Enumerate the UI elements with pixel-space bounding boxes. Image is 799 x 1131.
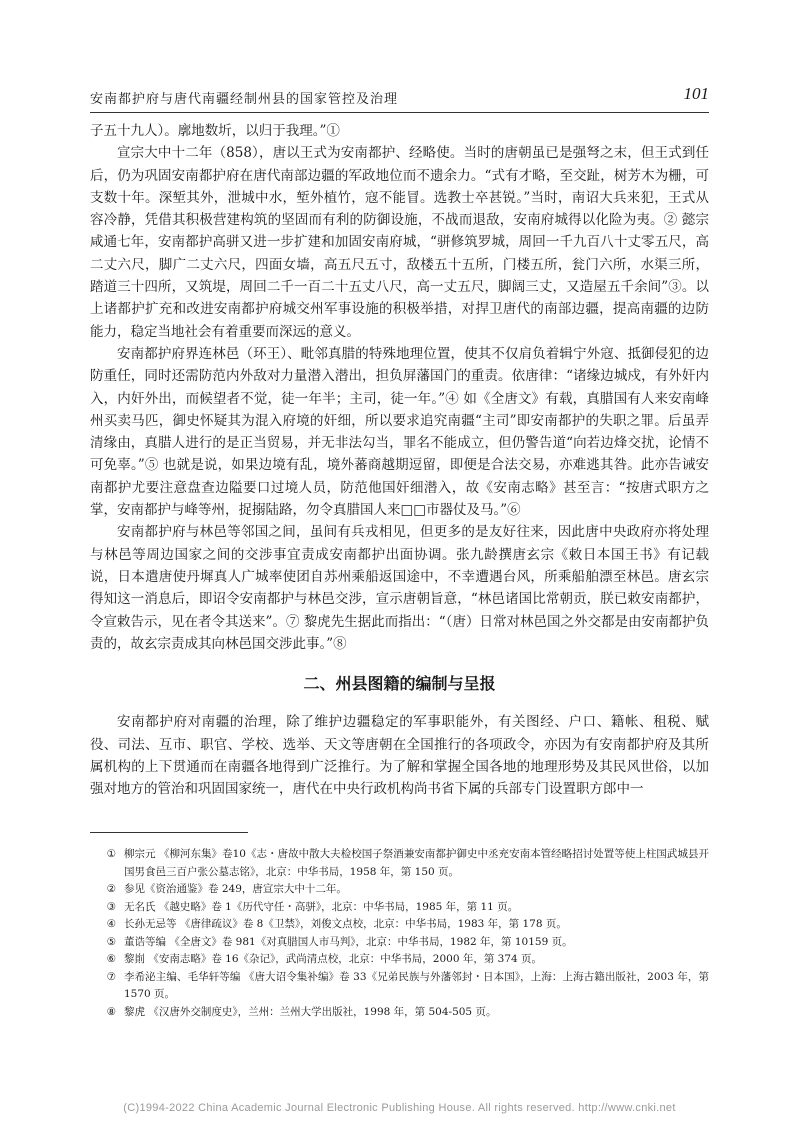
footnote-mark: ① [106,848,116,860]
footnote-text: 无名氏 《越史略》卷 1《历代守任・高骈》，北京：中华书局，1985 年，第 11 页。 [124,900,519,913]
footnote-text: 黎崱 《安南志略》卷 16《杂记》，武尚清点校，北京：中华书局，2000 年，第 374 页。 [124,953,543,965]
paragraph-3: 安南都护府界连林邑（环王）、毗邻真腊的特殊地理位置，使其不仅肩负着辑宁外寇、抵御侵犯的边防重任，同时还需防范内外敌对力量潜入潜出，担负屏藩国门的重责。依唐律：“诸缘边城戍，有外奸内入，内奸外出，而候望者不觉，徒一年半；主司，徒一年。”④ 如《全唐文》有载，真腊国有人来安南峰州买卖马匹，御史怀疑其为混入府境的奸细，所以要求追究南疆“主司”即安南都护的失职之罪。后虽弄清缘由，真腊人进行的是正当贸易，并无非法勾当，罪名不能成立，但仍警告道“向若边烽交扰，论情不可免辜。”⑤ 也就是说，如果边境有乱，境外蕃商越期逗留，即便是合法交易，亦难逃其咎。此亦告诫安南都护尤要注意盘查边隘要口过境人员，防范他国奸细潜入，故《安南志略》甚至言：“按唐式职方之掌，安南都护与峰等州，捉搦陆路，勿令真腊国人来□□市器仗及马。”⑥ [90,345,709,519]
paragraph-5: 安南都护府对南疆的治理，除了维护边疆稳定的军事职能外，有关图经、户口、籍帐、租税、赋役、司法、互市、职官、学校、选举、天文等唐朝在全国推行的各项政令，亦因为有安南都护府及其所属机构的上下贯通而在南疆各地得到广泛推行。为了解和掌握全国各地的地理形势及其民风世俗，以加强对地方的管治和巩固国家统一，唐代在中央行政机构尚书省下属的兵部专门设置职方郎中一 [90,714,709,798]
footnote-7 [90,969,709,1004]
section-title: 二、州县图籍的编制与呈报 [303,674,496,694]
copyright-notice: (C)1994-2022 China Academic Journal Electronic Publishing House. All rights reserved. http://www.cnki.net [123,1102,676,1114]
footnote-6 [90,951,709,969]
footnote-mark: ④ [106,918,116,930]
footnote-1 [90,846,709,881]
running-header [90,84,709,108]
footnote-text: 董诰等编 《全唐文》卷 981《对真腊国人市马判》，北京：中华书局，1982 年，第 10159 页。 [124,935,573,948]
footnote-rule [90,832,248,833]
footnote-text: 柳宗元 《柳河东集》卷10《志・唐故中散大夫检校国子祭酒兼安南都护御史中丞充安南本管经略招讨处置等使上柱国武城县开国男食邑三百户张公墓志铭》，北京：中华书局，1958 年，第 150 页。 [124,848,709,878]
footnotes [90,846,709,1021]
page-number: 101 [683,84,709,103]
running-title: 安南都护府与唐代南疆经制州县的国家管控及治理 [90,92,399,107]
footnote-3 [90,899,709,917]
footnote-text: 李希泌主编、毛华轩等编 《唐大诏令集补编》卷 33《兄弟民族与外藩邻封・日本国》，上海：上海古籍出版社，2003 年，第 1570 页。 [124,970,709,1000]
footnote-mark: ③ [106,900,116,913]
footnote-4 [90,916,709,934]
footnote-text: 黎虎 《汉唐外交制度史》，兰州：兰州大学出版社，1998 年，第 504-505 页。 [124,1005,497,1018]
paragraph-2: 宣宗大中十二年（858），唐以王式为安南都护、经略使。当时的唐朝虽已是强弩之末，但王式到任后，仍为巩固安南都护府在唐代南部边疆的军政地位而不遗余力。“式有才略，至交趾，树芳木为栅，可支数十年。深堑其外，泄城中水，堑外植竹，寇不能冒。选教士卒甚锐。”当时，南诏大兵来犯，王式从容冷静，凭借其积极营建构筑的坚固而有利的防御设施，不战而退敌，安南府城得以化险为夷。② 懿宗咸通七年，安南都护高骈又进一步扩建和加固安南府城，“骈修筑罗城，周回一千九百八十丈零五尺，高二丈六尺，脚广二丈六尺，四面女墙，高五尺五寸，敌楼五十五所，门楼五所，瓮门六所，水渠三所，踏道三十四所，又筑堤，周回二千一百二十五丈八尺，高一丈五尺，脚阔三丈，又造屋五千余间”③。以上诸都护扩充和改进安南都护府城交州军事设施的积极举措，对捍卫唐代的南部边疆，提高南疆的边防能力，稳定当地社会有着重要而深远的意义。 [90,145,709,340]
footnote-mark: ⑥ [106,953,116,965]
footnote-mark: ⑦ [106,970,116,983]
footnote-mark: ⑧ [106,1005,116,1018]
footnote-5 [90,934,709,952]
footnote-mark: ⑤ [106,935,116,948]
footnote-2 [90,881,709,899]
footnote-8 [90,1004,709,1022]
paragraph-1: 子五十九人）。廓地数圻，以归于我理。”① [90,123,340,139]
footnote-mark: ② [106,883,116,895]
footnote-text: 参见《资治通鉴》卷 249，唐宣宗大中十二年。 [124,883,347,895]
footnote-text: 长孙无忌等 《唐律疏议》卷 8《卫禁》，刘俊文点校，北京：中华书局，1983 年，第 178 页。 [124,918,567,930]
header-rule [90,112,709,113]
paragraph-4: 安南都护府与林邑等邻国之间，虽间有兵戎相见，但更多的是友好往来，因此唐中央政府亦将处理与林邑等周边国家之间的交涉事宜责成安南都护出面协调。张九龄撰唐玄宗《敕日本国王书》有记载说，日本遣唐使丹墀真人广城率使团自苏州乘船返国途中，不幸遭遇台风，所乘船舶漂至林邑。唐玄宗得知这一消息后，即诏令安南都护与林邑交涉，宣示唐朝旨意，“林邑诸国比常朝贡，朕已敕安南都护，令宣敕告示，见在者令其送来”。⑦ 黎虎先生据此而指出：“（唐）日常对林邑国之外交都是由安南都护负责的，故玄宗责成其向林邑国交涉此事。”⑧ [90,524,709,652]
article-body [90,120,709,801]
